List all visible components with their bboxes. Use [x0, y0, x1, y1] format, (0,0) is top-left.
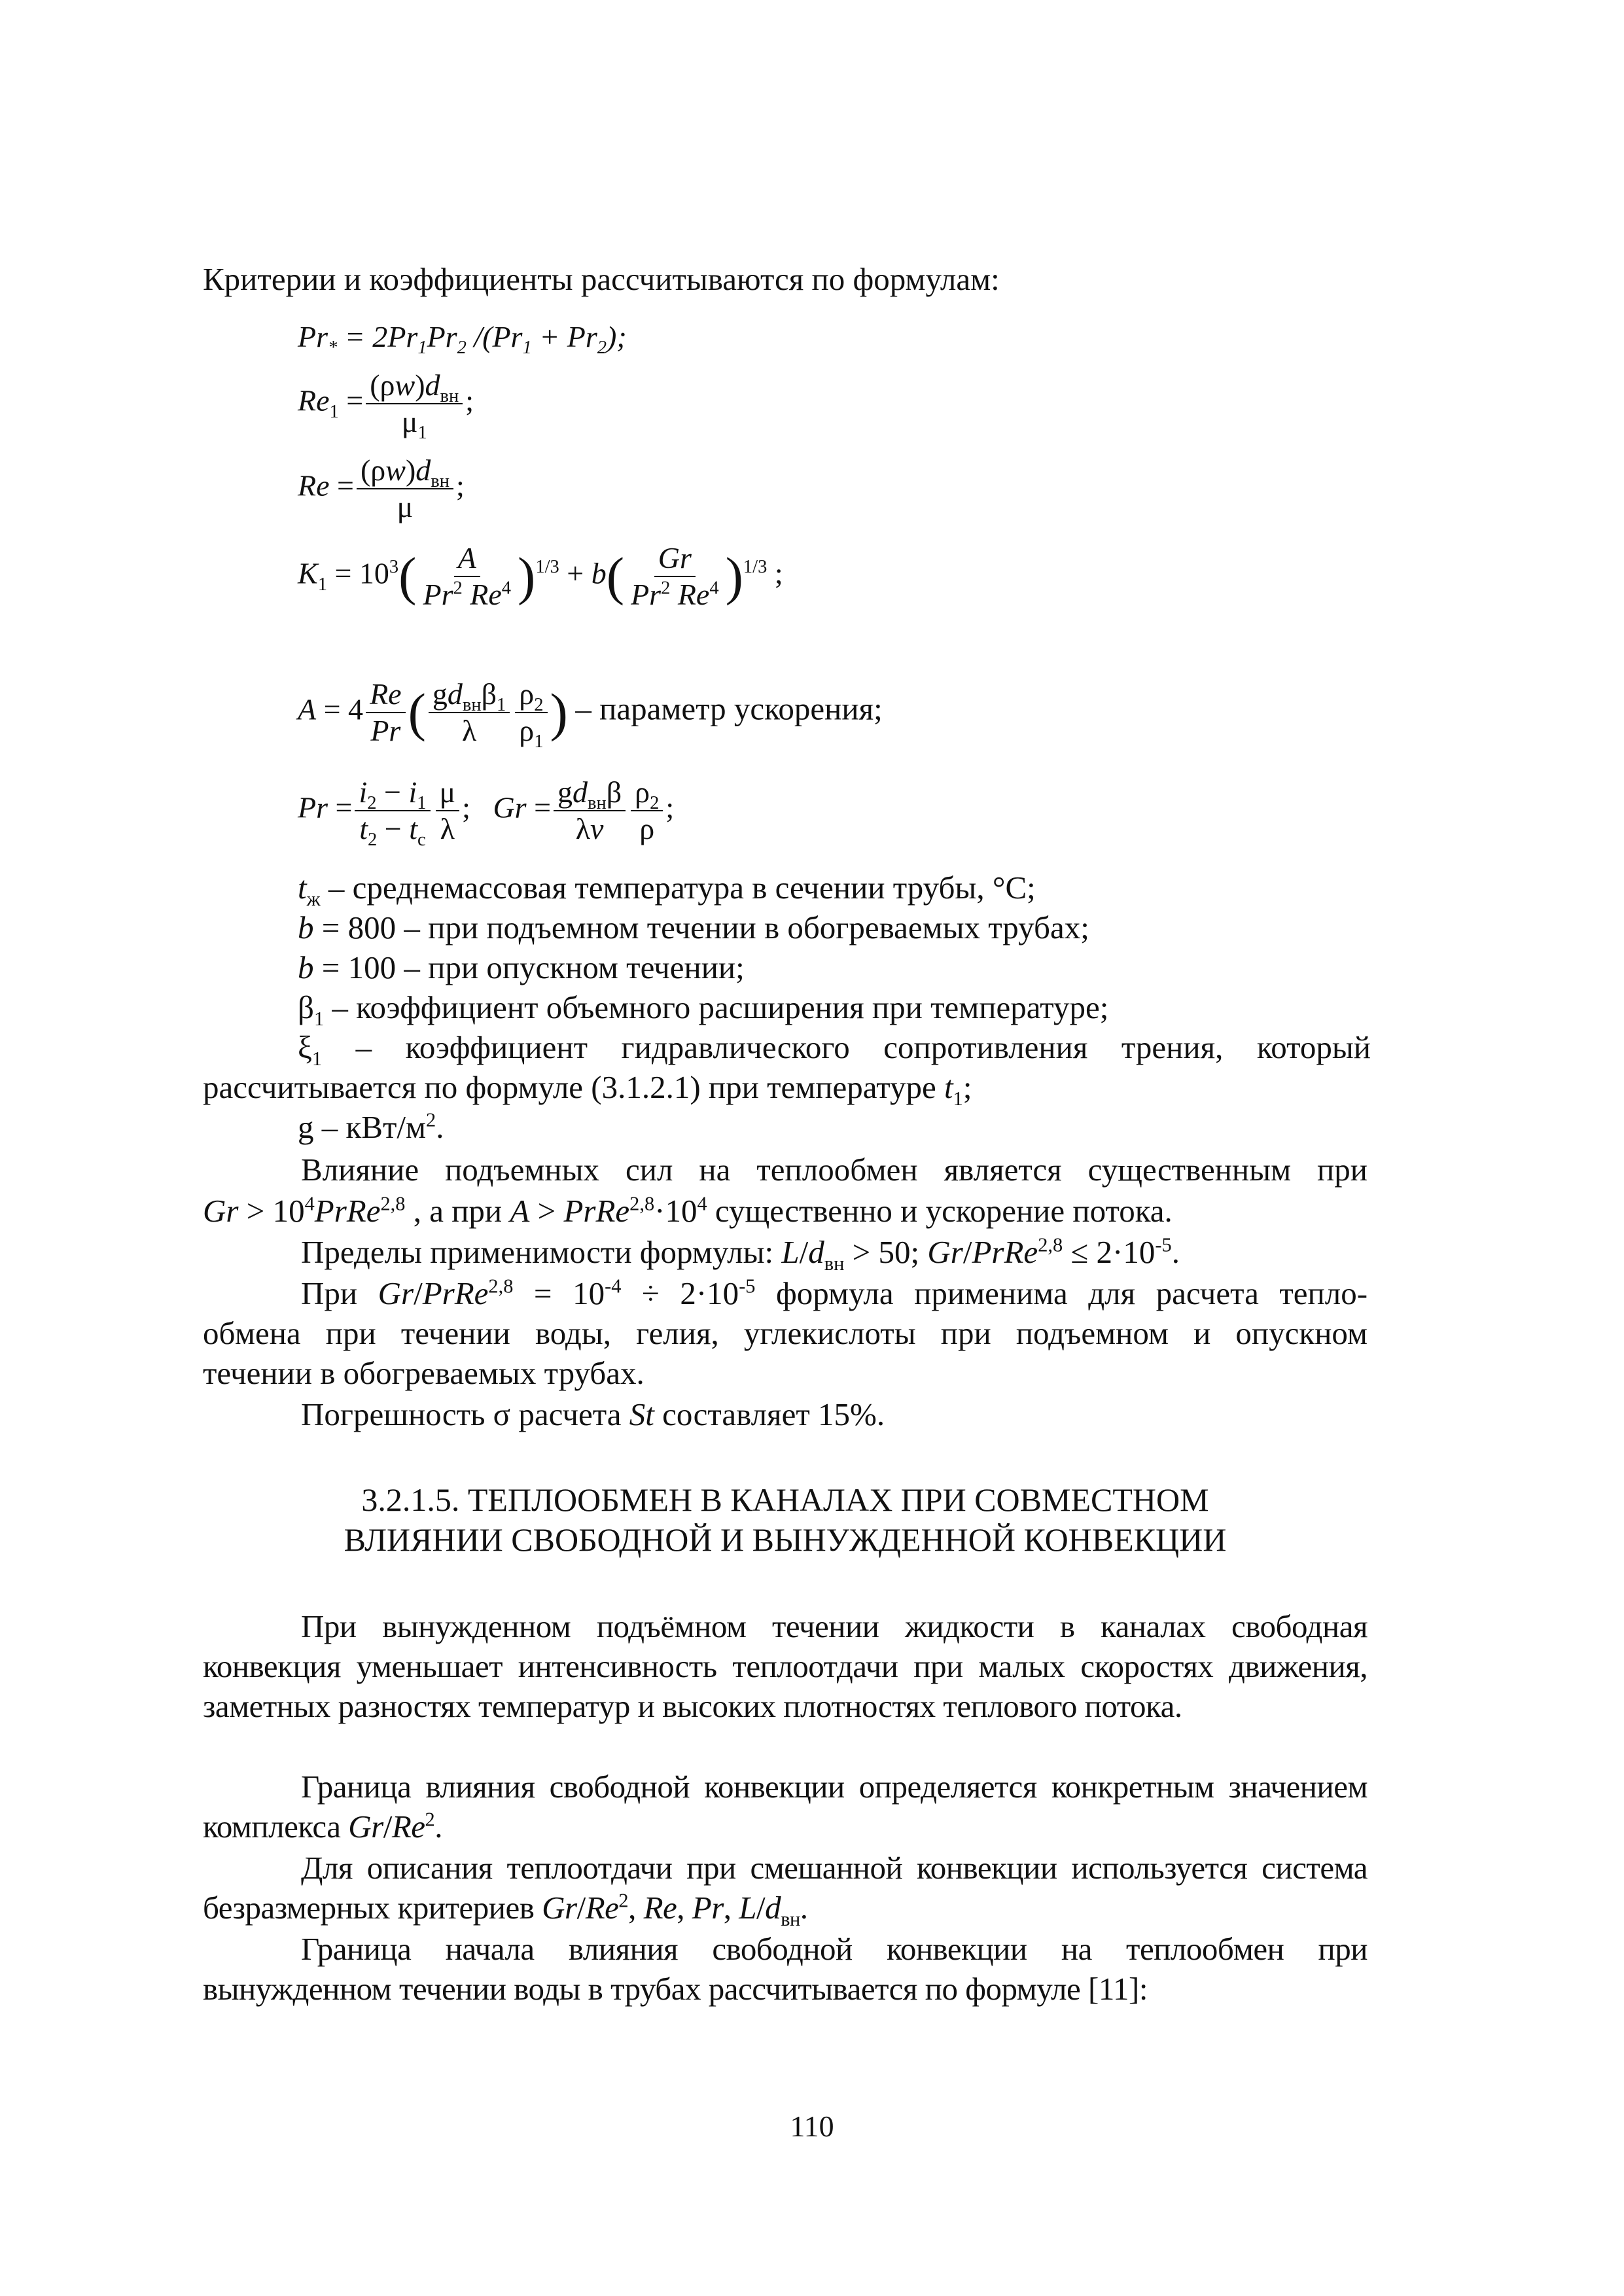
applicability-range-line3: течении в обогреваемых трубах. — [203, 1355, 644, 1391]
definition-xi1-line1: $\xi_1$ – коэффициент гидравлического сопротивления трения, который — [298, 1029, 1371, 1070]
applicability-range-line1: При Gr/PrRe$^{2,8}$ = $10^{-4} \div 2\cdot 10^{-5}$ формула применима для расчета тепло- — [301, 1275, 1368, 1311]
definition-beta1: $\beta_1$ – коэффициент объемного расширения при температуре; — [298, 989, 1109, 1030]
applicability-limits: Пределы применимости формулы: $L/d_{вн} > 50$; Gr/PrRe$^{2,8}$ ≤ $2\cdot 10^{-5}$. — [301, 1233, 1180, 1275]
acceleration-parameter-label: – параметр ускорения; — [575, 690, 883, 727]
definition-b100: b = 100 – при опускном течении; — [298, 949, 745, 985]
formula-re: Re = $\frac{(\rho w)d_{вн}}{\mu}$ ; — [298, 453, 465, 523]
formula-a: A = 4 $\frac{Re}{Pr}$ ( $\frac{gd_{вн}\beta_1}{\lambda}$ $\frac{\rho_2}{\rho_1}$ ) – параметр ускорения; — [298, 677, 883, 752]
definition-b800: b = 800 – при подъемном течении в обогреваемых трубах; — [298, 910, 1089, 945]
formula-re1: $Re_1$ = $\frac{(\rho w)d_{вн}}{\mu_1}$ ; — [298, 368, 474, 444]
section-heading-line2: ВЛИЯНИИ СВОБОДНОЙ И ВЫНУЖДЕННОЙ КОНВЕКЦИИ — [344, 1521, 1227, 1558]
body-paragraph-1: При вынужденном подъёмном течении жидкости в каналах свободная конвекция уменьшает интенсивность теплоотдачи при малых скоростях движения, заметных разностях температур и высоких плотностях теплового потока. — [203, 1608, 1368, 1724]
page-number: 110 — [790, 2110, 834, 2143]
influence-line2: $Gr > 10^4PrRe^{2,8}$ , а при $A > PrRe^{2,8}\cdot 10^4$ существенно и ускорение потока. — [203, 1192, 1173, 1229]
formula-pr-star: $Pr_* = 2Pr_1Pr_2$ $/(Pr_1 + Pr_2)$; — [298, 320, 627, 359]
body-paragraph-2: Граница влияния свободной конвекции определяется конкретным значением комплекса Gr/Re$^2$. — [203, 1769, 1368, 1845]
definition-t-zh: $t_ж$ – среднемассовая температура в сечении трубы, °С; — [298, 870, 1036, 910]
applicability-range-line2: обмена при течении воды, гелия, углекислоты при подъемном и опускном — [203, 1315, 1368, 1351]
formula-k1: $K_1 = 10^3$( $\frac{A}{Pr^2 Re^4}$ )$^{1/3}$ + b( $\frac{Gr}{Pr^2 Re^4}$ )$^{1/3}$ ; — [298, 541, 783, 611]
body-paragraph-3: Для описания теплоотдачи при смешанной конвекции используется система безразмерных критериев Gr/Re$^2$, Re, Pr, $L/d_{вн}$. — [203, 1850, 1368, 1930]
formula-pr-gr: Pr = $\frac{i_2 - i_1}{t_2 - t_c}$ $\frac{\mu}{\lambda}$ ; Gr = $\frac{gd_{вн}\beta}{\lambda\nu}$ $\frac{\rho_2}{\rho}$ ; — [298, 775, 675, 851]
error-text: Погрешность σ расчета St составляет 15%. — [301, 1396, 885, 1432]
influence-line1: Влияние подъемных сил на теплообмен является существенным при — [301, 1152, 1368, 1188]
definition-g: g – кВт/$м^2$. — [298, 1108, 444, 1145]
body-paragraph-4: Граница начала влияния свободной конвекции на теплообмен при вынужденном течении воды в трубах рассчитывается по формуле [11]: — [203, 1931, 1368, 2007]
intro-text: Критерии и коэффициенты рассчитываются по формулам: — [203, 261, 1000, 297]
section-heading-line1: 3.2.1.5. ТЕПЛООБМЕН В КАНАЛАХ ПРИ СОВМЕСТНОМ — [361, 1481, 1209, 1518]
definition-xi1-line2: рассчитывается по формуле (3.1.2.1) при температуре $t_1$; — [203, 1069, 972, 1110]
